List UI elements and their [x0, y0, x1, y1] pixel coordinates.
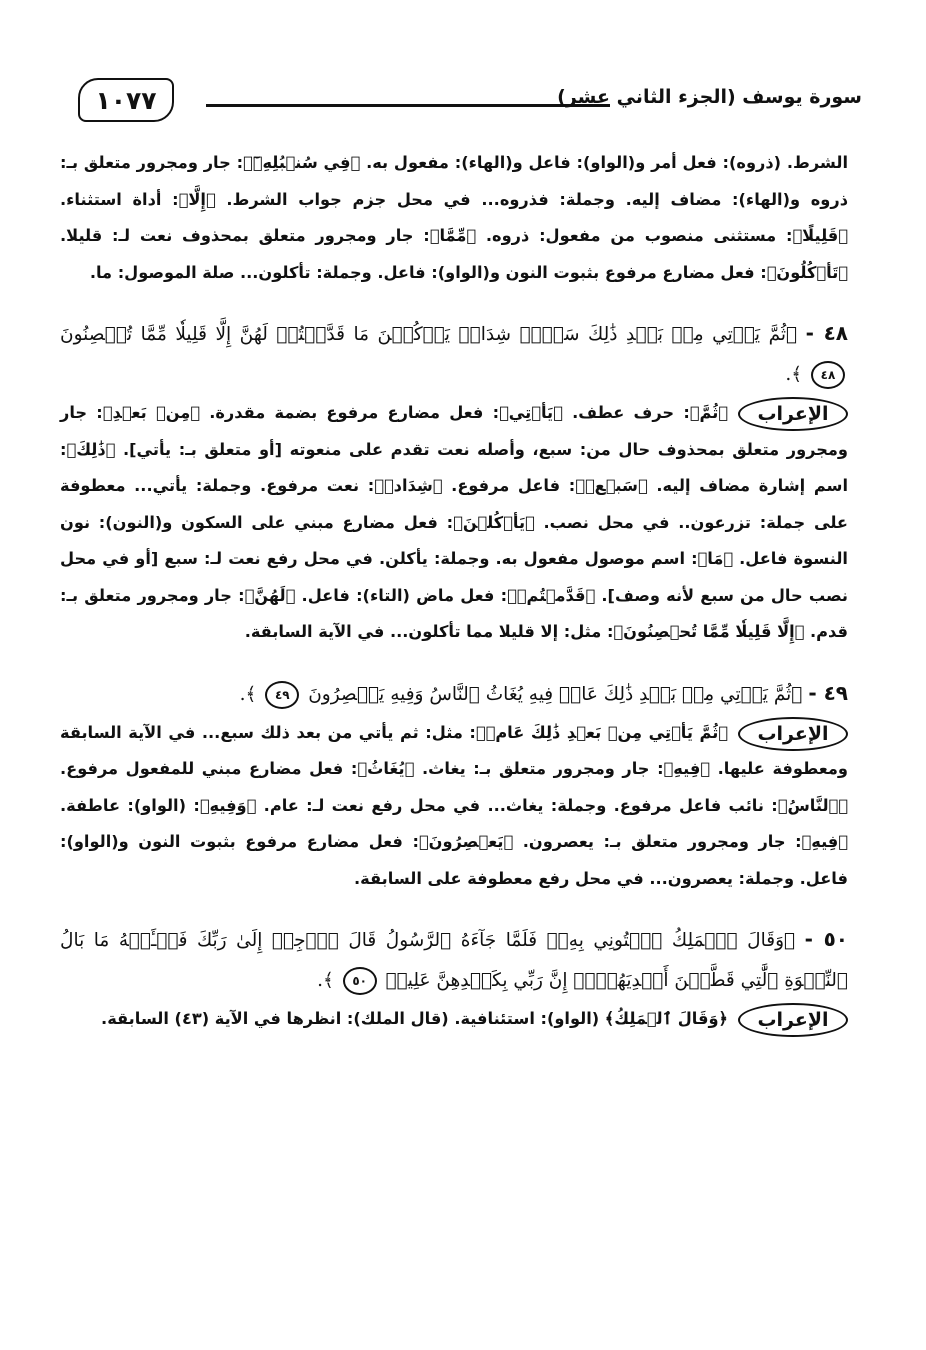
verse-text: ﴿وَقَالَ ٱلۡمَلِكُ ٱئۡتُونِي بِهِۦۖ فَلَمَّا جَآءَهُ ٱلرَّسُولُ قَالَ ٱرۡجِعۡ إِلَىٰ رَبِّكَ فَسۡـَٔلۡهُ مَا بَالُ ٱلنِّسۡوَةِ ٱلَّٰتِي قَطَّعۡنَ أَيۡدِيَهُنَّۚ إِنَّ رَبِّي بِكَيۡدِهِنَّ عَلِيمٞ [60, 930, 848, 991]
page-header [78, 78, 862, 126]
verse-close: ﴾. [239, 683, 257, 705]
ayah-end-marker: ٤٩ [265, 681, 299, 709]
verse-number: ٤٨ - [805, 321, 848, 345]
commentary-paragraph-49 [60, 715, 848, 898]
verse-text: ﴿ثُمَّ يَأۡتِي مِنۢ بَعۡدِ ذَٰلِكَ عَامٞ فِيهِ يُغَاثُ ٱلنَّاسُ وَفِيهِ يَعۡصِرُونَ [308, 683, 803, 705]
commentary-paragraph-50 [60, 1001, 848, 1038]
commentary-text: ﴿ثُمَّ﴾: حرف عطف. ﴿يَأۡتِي﴾: فعل مضارع مرفوع بضمة مقدرة. ﴿مِنۢ بَعۡدِ﴾: جار ومجرور متعلق بمحذوف حال من: سبع، وأصله نعت تقدم على منعوته [أو متعلق بـ: يأتي]. ﴿ذَٰلِكَ﴾: اسم إشارة مضاف إليه. ﴿سَبۡعٞ﴾: فاعل مرفوع. ﴿شِدَادٞ﴾: نعت مرفوع. وجملة: يأتي... معطوفة على جملة: تزرعون.. في محل نصب. ﴿يَأۡكُلۡنَ﴾: فعل مضارع مبني على السكون و(النون): نون النسوة فاعل. ﴿مَا﴾: اسم موصول مفعول به. وجملة: يأكلن. في محل رفع نعت لـ: سبع [أو في محل نصب حال من سبع لأنه وصف]. ﴿قَدَّمۡتُمۡ﴾: فعل ماض (التاء): فاعل. ﴿لَهُنَّ﴾: جار ومجرور متعلق بـ: قدم. ﴿إِلَّا قَلِيلٗا مِّمَّا تُحۡصِنُونَ﴾: مثل: إلا قليلا مما تأكلون... في الآية السابقة. [60, 403, 848, 641]
running-title: سورة يوسف (الجزء الثاني عشر) [557, 86, 862, 108]
irab-label: الإعراب [738, 717, 848, 751]
page-content [60, 145, 848, 1038]
ayah-end-marker: ٥٠ [343, 967, 377, 995]
page-number: ١٠٧٧ [78, 78, 174, 122]
verse-text: ﴿ثُمَّ يَأۡتِي مِنۢ بَعۡدِ ذَٰلِكَ سَبۡعٞ شِدَادٞ يَأۡكُلۡنَ مَا قَدَّمۡتُمۡ لَهُنَّ إِلَّا قَلِيلٗا مِّمَّا تُحۡصِنُونَ [60, 324, 798, 345]
verse-number: ٤٩ - [808, 680, 848, 705]
verse-close: ﴾. [785, 364, 803, 385]
verse-49 [60, 673, 848, 715]
irab-label: الإعراب [738, 1003, 848, 1037]
ayah-end-marker: ٤٨ [811, 361, 845, 389]
verse-50 [60, 919, 848, 1001]
verse-close: ﴾. [317, 970, 334, 991]
verse-number: ٥٠ - [804, 927, 849, 951]
commentary-paragraph-intro: الشرط. (ذروه): فعل أمر و(الواو): فاعل و(الهاء): مفعول به. ﴿فِي سُنۢبُلِهِۦٓ﴾: جار ومجرور متعلق بـ: ذروه و(الهاء): مضاف إليه. وجملة: فذروه... في محل جزم جواب الشرط. ﴿إِلَّا﴾: أداة استثناء. ﴿قَلِيلًا﴾: مستثنى منصوب من مفعول: ذروه. ﴿مِّمَّا﴾: جار ومجرور متعلق بمحذوف نعت لـ: قليلا. ﴿تَأۡكُلُونَ﴾: فعل مضارع مرفوع بثبوت النون و(الواو): فاعل. وجملة: تأكلون... صلة الموصول: ما. [60, 153, 848, 282]
header-rule [206, 104, 610, 107]
commentary-paragraph-48 [60, 395, 848, 651]
verse-48 [60, 313, 848, 395]
irab-label: الإعراب [738, 397, 848, 431]
commentary-text: ﴿ثُمَّ يَأۡتِي مِنۢ بَعۡدِ ذَٰلِكَ عَامٞ﴾: مثل: ثم يأتي من بعد ذلك سبع... في الآية السابقة ومعطوفة عليها. ﴿فِيهِ﴾: جار ومجرور متعلق بـ: يغاث. ﴿يُغَاثُ﴾: فعل مضارع مبني للمفعول مرفوع. ﴿ٱلنَّاسُ﴾: نائب فاعل مرفوع. وجملة: يغاث... في محل رفع نعت لـ: عام. ﴿وَفِيهِ﴾: (الواو): عاطفة. ﴿فِيهِ﴾: جار ومجرور متعلق بـ: يعصرون. ﴿يَعۡصِرُونَ﴾: فعل مضارع مرفوع بثبوت النون و(الواو): فاعل. وجملة: يعصرون... في محل رفع معطوفة على السابقة. [60, 722, 848, 888]
commentary-text: ﴿وَقَالَ ٱلۡمَلِكُ﴾ (الواو): استئنافية. (قال الملك): انظرها في الآية (٤٣) السابقة. [101, 1009, 728, 1028]
